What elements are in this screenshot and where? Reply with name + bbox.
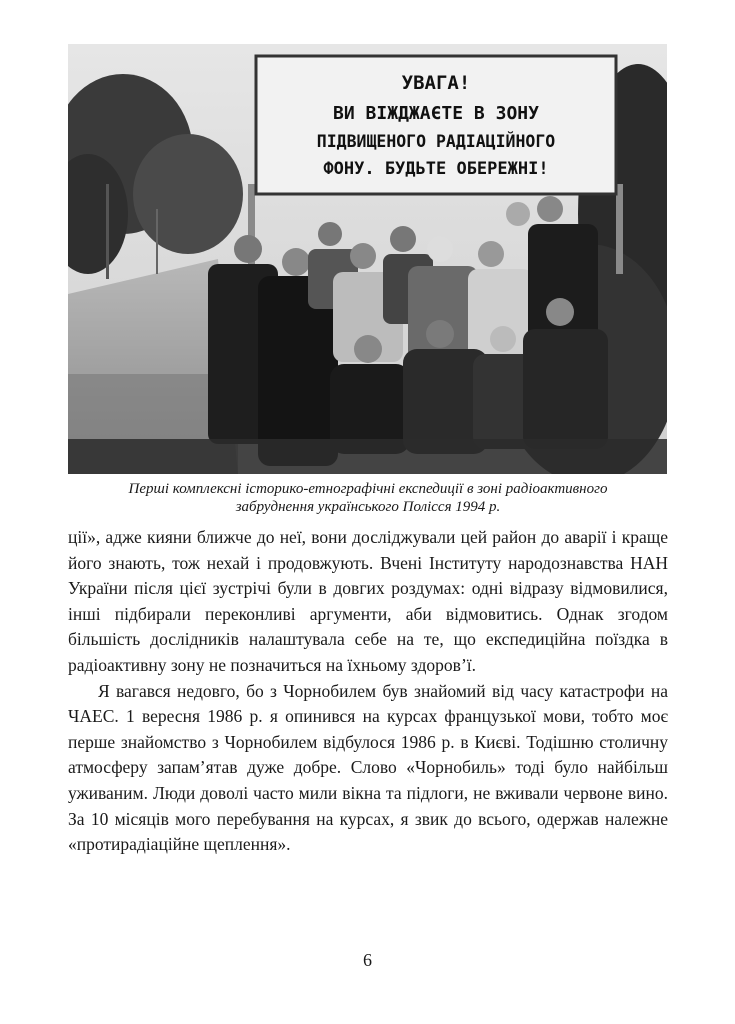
paragraph-2: Я вагався недовго, бо з Чорнобилем був знайомий від часу катастрофи на ЧАЕС. 1 вересня 1986 р. я опинився на курсах французької мови, тобто моє перше знайомство з Чорнобилем відбулося 1986 р. в Києві. Тодішню столичну атмосферу запам’ятав дуже добре. Слово «Чорнобиль» тоді було найбільш уживаним. Люди доволі часто мили вікна та підлоги, не вживали червоне вино. За 10 місяців мого перебування на курсах, я звик до всього, одержав належне «протирадіаційне щеплення». — [68, 680, 668, 855]
sign-line-2: ВИ ВІЖДЖАЄТЕ В ЗОНУ — [333, 103, 539, 124]
caption-line-2: забруднення українського Полісся 1994 р. — [235, 499, 501, 515]
group-photo — [68, 44, 667, 474]
group-photo-icon — [68, 44, 667, 474]
caption-line-1: Перші комплексні історико-етнографічні експедиції в зоні радіоактивного — [128, 481, 608, 497]
sign-line-1: УВАГА! — [401, 72, 471, 94]
photo-caption — [70, 480, 666, 516]
sign-line-4: ФОНУ. БУДЬТЕ ОБЕРЕЖНІ! — [323, 159, 549, 179]
sign-line-3: ПІДВИЩЕНОГО РАДІАЦІЙНОГО — [316, 132, 556, 151]
body-text — [68, 525, 668, 858]
page-number: 6 — [363, 950, 372, 970]
paragraph-1: ції», адже кияни ближче до неї, вони досліджували цей район до аварії і краще його знають, тож нехай і продовжують. Вчені Інституту народознавства НАН України після цієї зустрічі були в довгих роздумах: одні відразу відмовилися, інші підбирали переконливі аргументи, аби відмовитись. Однак згодом більшість дослідників налаштувала себе на те, що експедиційна поїздка в радіоактивну зону не позначиться на їхньому здоров’ї. — [68, 527, 668, 675]
